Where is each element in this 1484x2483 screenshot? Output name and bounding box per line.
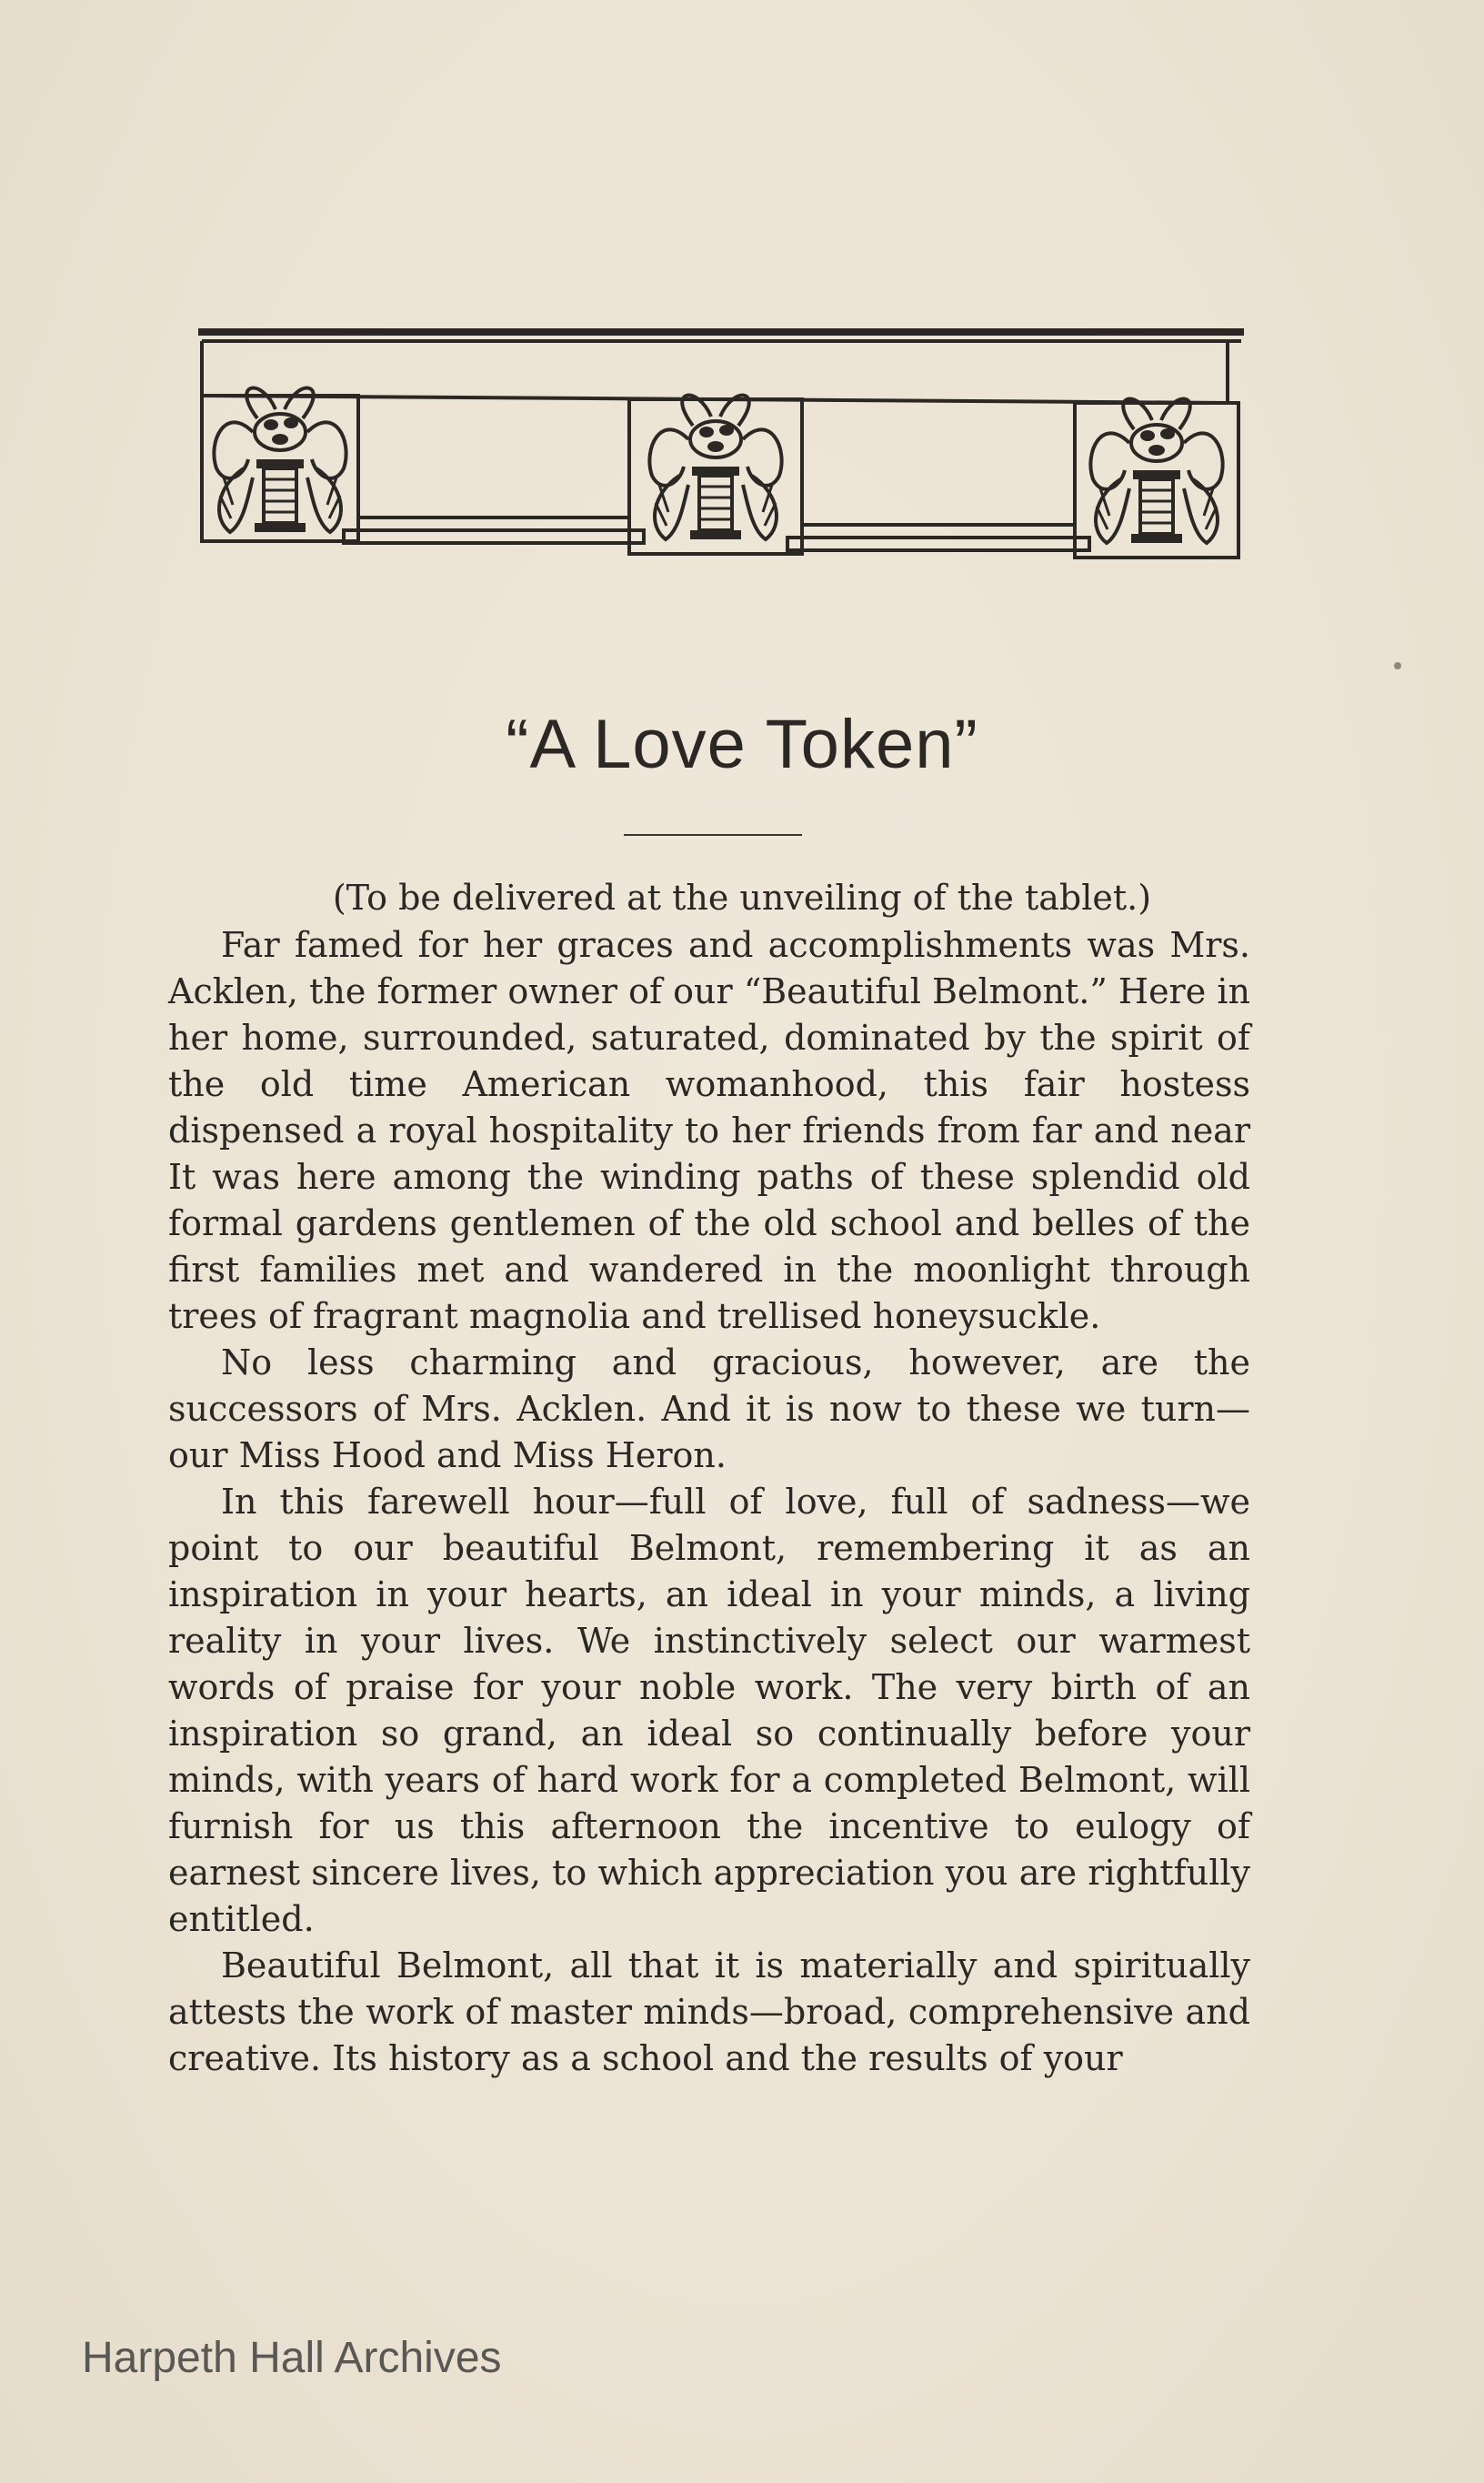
paragraph-4: Beautiful Belmont, all that it is materially and spiritually attests the work of master minds—broad, comprehensive and creative. Its history as a school and the results of your [168,1945,1250,2078]
paper-speck [1394,662,1401,669]
archive-watermark: Harpeth Hall Archives [82,2334,502,2382]
paragraph-3: In this farewell hour—full of love, full of sadness—we point to our beautiful Belmont, remembering it as an inspiration in your hearts, an ideal in your minds, a living reality in your lives. We instinctively select our warmest words of praise for your noble work. The very birth of an inspiration so grand, an ideal so continually before your minds, with years of hard work for a completed Belmont, will furnish for us this afternoon the incentive to eulogy of earnest sincere lives, to which appreciation you are rightfully entitled. [168,1482,1250,1939]
title-divider [624,834,802,836]
page-title: “A Love Token” [506,706,978,783]
mantel-urn-ornament-icon [191,323,1250,564]
subtitle: (To be delivered at the unveiling of the tablet.) [332,878,1152,918]
paragraph-1: Far famed for her graces and accomplishments was Mrs. Acklen, the former owner of our “Beautiful Belmont.” Here in her home, surrounded, saturated, dominated by the spirit of the old time American womanhood, this fair hostess dispensed a royal hospitality to her friends from far and near It was here among the winding paths of these splendid old formal gardens gentlemen of the old school and belles of the first families met and wandered in the moonlight through trees of fragrant magnolia and trellised honeysuckle. [168,925,1250,1336]
body-text [168,922,1250,2082]
paragraph-2: No less charming and gracious, however, are the successors of Mrs. Acklen. And it is now to these we turn—our Miss Hood and Miss Heron. [168,1342,1250,1475]
